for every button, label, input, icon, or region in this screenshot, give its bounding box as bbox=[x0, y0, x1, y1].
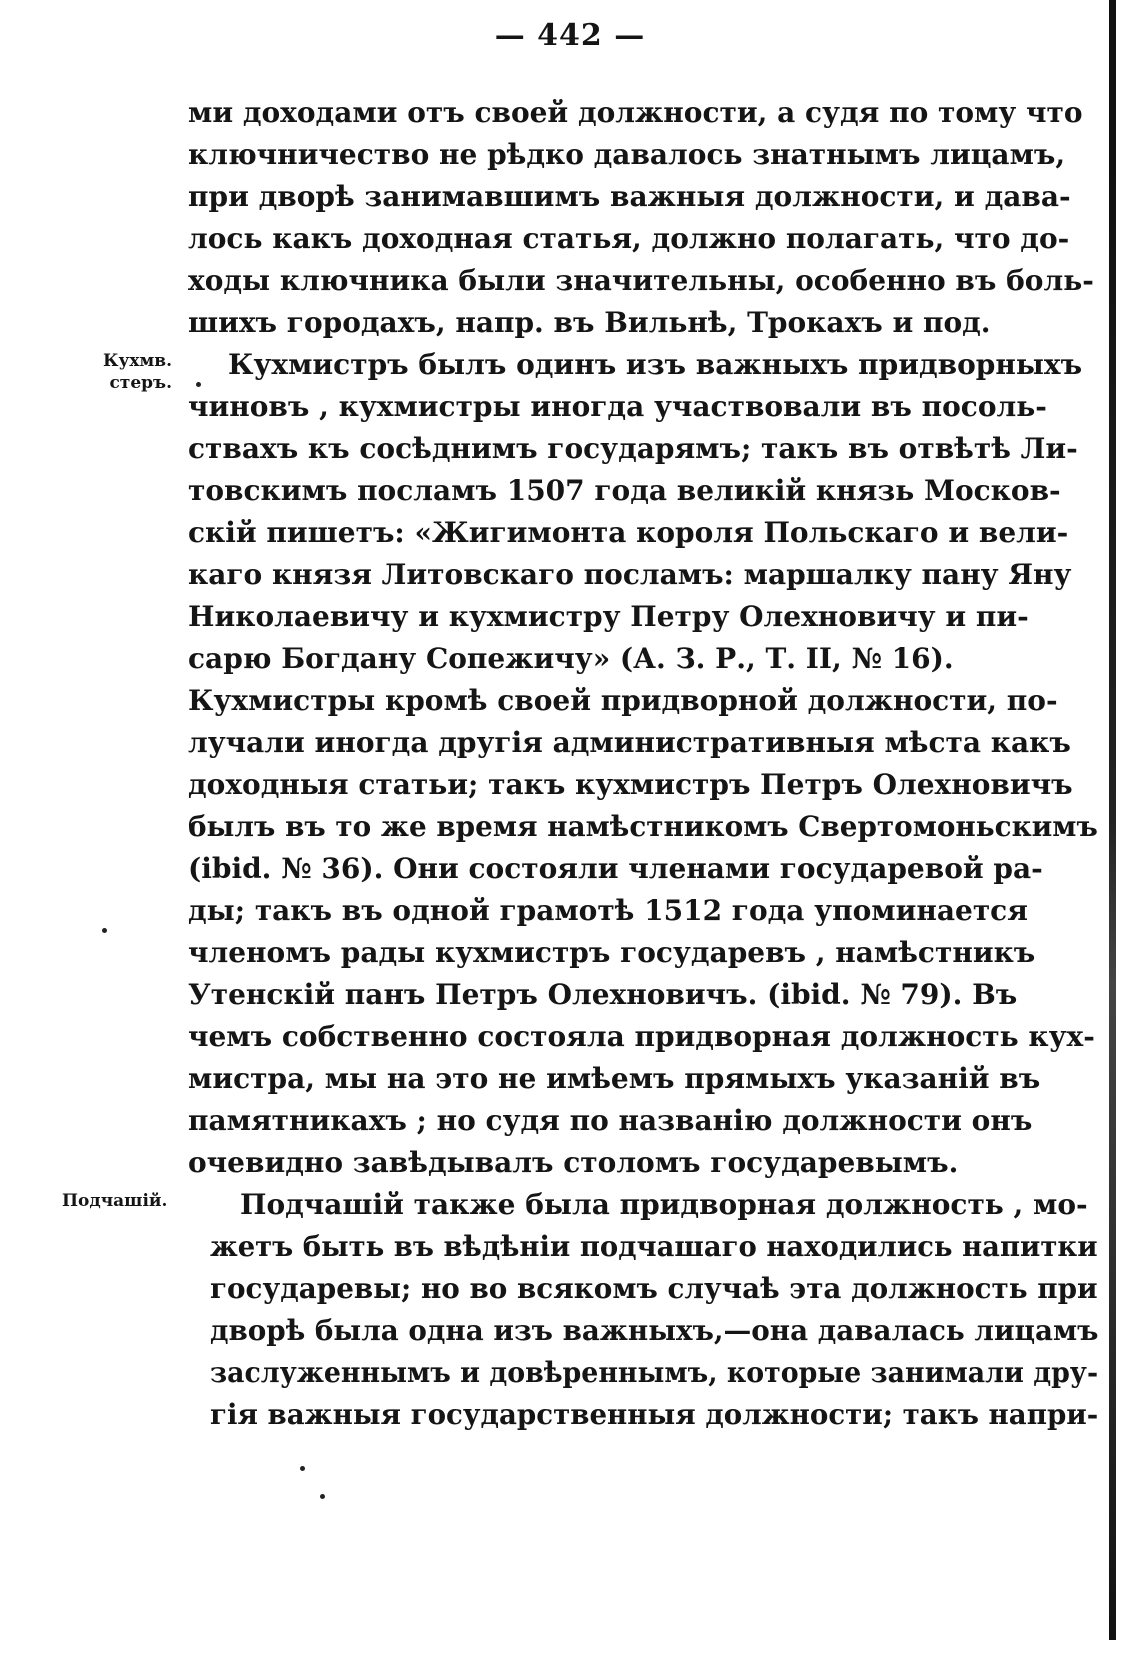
margin-note-podchashiy: Подчашій. bbox=[62, 1191, 168, 1211]
text-line: ходы ключника были значительны, особенно въ боль- bbox=[188, 264, 1094, 297]
text-line: Подчашій также была придворная должность , мо- bbox=[240, 1188, 1088, 1221]
text-line: Кухмистры кромѣ своей придворной должности, по- bbox=[188, 684, 1058, 717]
page-edge-rule bbox=[1109, 0, 1116, 1640]
text-line: чиновъ , кухмистры иногда участвовали въ посоль- bbox=[188, 390, 1047, 423]
text-line: доходныя статьи; такъ кухмистръ Петръ Олехновичъ bbox=[188, 768, 1073, 801]
text-line: дворѣ была одна изъ важныхъ,—она давалась лицамъ bbox=[210, 1314, 1099, 1347]
text-line: памятникахъ ; но судя по названію должности онъ bbox=[188, 1104, 1033, 1137]
text-line: былъ въ то же время намѣстникомъ Свертомоньскимъ bbox=[188, 810, 1098, 843]
text-line: шихъ городахъ, напр. въ Вильнѣ, Трокахъ и под. bbox=[188, 306, 991, 339]
text-line: ды; такъ въ одной грамотѣ 1512 года упоминается bbox=[188, 894, 1028, 927]
text-line: Кухмистръ былъ одинъ изъ важныхъ придворныхъ bbox=[228, 348, 1083, 381]
text-line: при дворѣ занимавшимъ важныя должности, и дава- bbox=[188, 180, 1071, 213]
scan-speck bbox=[102, 928, 107, 933]
scan-speck bbox=[320, 1494, 325, 1499]
page-number: — 442 — bbox=[494, 18, 646, 53]
text-line: мистра, мы на это не имѣемъ прямыхъ указаній въ bbox=[188, 1062, 1041, 1095]
text-line: Утенскій панъ Петръ Олехновичъ. (ibid. № 79). Въ bbox=[188, 978, 1018, 1011]
text-line: лучали иногда другія административныя мѣста какъ bbox=[188, 726, 1071, 759]
scan-speck bbox=[300, 1466, 305, 1471]
text-line: ствахъ къ сосѣднимъ государямъ; такъ въ отвѣтѣ Ли- bbox=[188, 432, 1078, 465]
text-line: очевидно завѣдывалъ столомъ государевымъ. bbox=[188, 1146, 959, 1179]
text-line: (ibid. № 36). Они состояли членами государевой ра- bbox=[188, 852, 1043, 885]
scan-speck bbox=[196, 382, 201, 387]
text-line: гія важныя государственныя должности; такъ напри- bbox=[210, 1398, 1099, 1431]
text-line: ключничество не рѣдко давалось знатнымъ лицамъ, bbox=[188, 138, 1066, 171]
text-line: товскимъ посламъ 1507 года великій князь Москов- bbox=[188, 474, 1061, 507]
text-line: жетъ быть въ вѣдѣніи подчашаго находились напитки bbox=[210, 1230, 1098, 1263]
text-line: Николаевичу и кухмистру Петру Олехновичу и пи- bbox=[188, 600, 1029, 633]
margin-note-kukhmister: Кухмв. стеръ. bbox=[103, 351, 172, 393]
text-line: скій пишетъ: «Жигимонта короля Польскаго и вели- bbox=[188, 516, 1069, 549]
text-line: чемъ собственно состояла придворная должность кух- bbox=[188, 1020, 1095, 1053]
text-line: заслуженнымъ и довѣреннымъ, которые занимали дру- bbox=[210, 1356, 1099, 1389]
text-line: сарю Богдану Сопежичу» (А. З. Р., Т. II, № 16). bbox=[188, 642, 954, 675]
text-line: государевы; но во всякомъ случаѣ эта должность при bbox=[210, 1272, 1098, 1305]
text-line: ми доходами отъ своей должности, а судя по тому что bbox=[188, 96, 1083, 129]
text-line: лось какъ доходная статья, должно полагать, что до- bbox=[188, 222, 1070, 255]
text-line: каго князя Литовскаго посламъ: маршалку пану Яну bbox=[188, 558, 1072, 591]
text-line: членомъ рады кухмистръ государевъ , намѣстникъ bbox=[188, 936, 1036, 969]
